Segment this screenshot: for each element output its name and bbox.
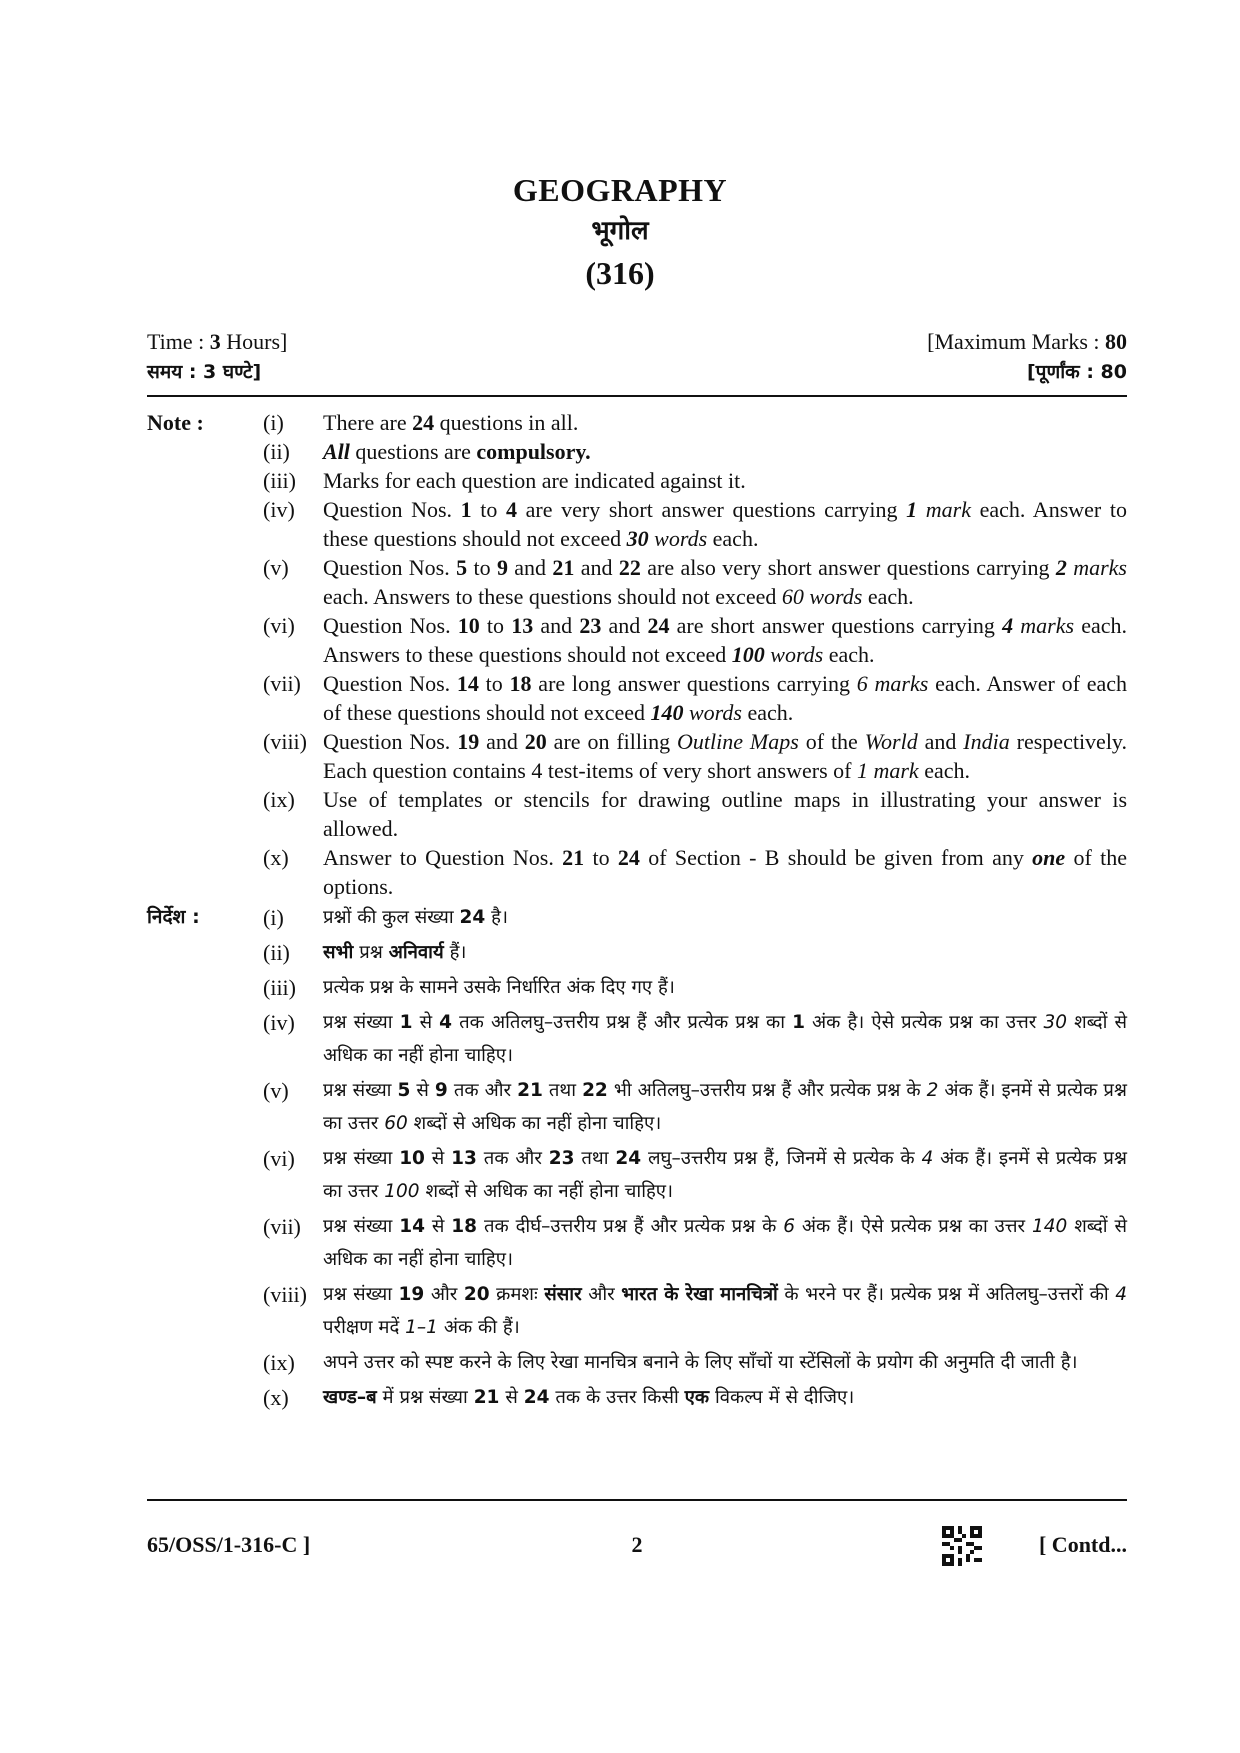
note-en-item	[263, 466, 1127, 495]
note-hi-item-text: प्रश्न संख्या 19 और 20 क्रमशः संसार और भारत के रेखा मानचित्रों के भरने पर हैं। प्रत्येक प्रश्न में अतिलघु–उत्तरों की 4 परीक्षण मदें 1–1 अंक की हैं।	[323, 1284, 1127, 1338]
time-label: Time :	[147, 329, 210, 354]
note-hi-item-number: (vi)	[263, 1146, 295, 1171]
note-en-item-number: (v)	[263, 555, 289, 580]
note-label-hindi: निर्देश :	[147, 906, 200, 928]
note-en-item	[263, 408, 1127, 437]
note-en-item	[263, 553, 1127, 611]
marks-hindi: [पूर्णांक : 80	[1027, 361, 1127, 383]
note-en-item-number: (x)	[263, 845, 289, 870]
note-hi-item-number: (iv)	[263, 1010, 295, 1035]
note-en-item-number: (i)	[263, 410, 284, 435]
time-hindi: समय : 3 घण्टे]	[147, 361, 262, 383]
subject-title-english: GEOGRAPHY	[512, 172, 728, 208]
note-en-item	[263, 437, 1127, 466]
qr-code-icon	[942, 1526, 982, 1566]
note-en-item-text: Marks for each question are indicated against it.	[323, 468, 746, 493]
note-en-item-text: All questions are compulsory.	[323, 439, 591, 464]
continued-label: [ Contd...	[1038, 1532, 1127, 1557]
note-en-item	[263, 785, 1127, 843]
time-english	[147, 326, 287, 357]
note-hi-item	[263, 1381, 1127, 1414]
note-en-item-number: (ii)	[263, 439, 290, 464]
note-en-item-text: Question Nos. 19 and 20 are on filling Outline Maps of the World and India respectively. Each question contains 4 test-items of very short answers of 1 mark each.	[323, 729, 1128, 783]
marks-value: 80	[1105, 329, 1127, 354]
note-hi-item-number: (x)	[263, 1385, 289, 1410]
meta-row-english	[147, 326, 1127, 357]
note-hi-item-text: खण्ड–ब में प्रश्न संख्या 21 से 24 तक के उत्तर किसी एक विकल्प में से दीजिए।	[323, 1387, 855, 1408]
instructions	[147, 408, 1127, 1416]
note-hi-item-number: (ix)	[263, 1350, 295, 1375]
note-en-item-text: Question Nos. 14 to 18 are long answer questions carrying 6 marks each. Answer of each of these questions should not exceed 140 words each.	[323, 671, 1127, 725]
note-en-item-number: (vi)	[263, 613, 295, 638]
note-en-item	[263, 611, 1127, 669]
note-hi-item-text: प्रश्न संख्या 5 से 9 तक और 21 तथा 22 भी अतिलघु–उत्तरीय प्रश्न हैं और प्रत्येक प्रश्न के 2 अंक हैं। इनमें से प्रत्येक प्रश्न का उत्तर 60 शब्दों से अधिक का नहीं होना चाहिए।	[323, 1080, 1127, 1134]
time-unit: Hours]	[220, 329, 288, 354]
note-hindi	[147, 901, 1127, 1416]
note-en-item-number: (viii)	[263, 729, 307, 754]
note-en-item-text: There are 24 questions in all.	[323, 410, 579, 435]
note-list-hindi	[263, 901, 1127, 1416]
note-en-item-text: Use of templates or stencils for drawing outline maps in illustrating your answer is allowed.	[323, 787, 1127, 841]
exam-meta	[147, 326, 1127, 388]
note-en-item	[263, 495, 1127, 553]
note-english	[147, 408, 1127, 901]
header-divider	[147, 395, 1127, 397]
note-label-english: Note :	[147, 410, 204, 435]
note-hi-item-text: प्रश्न संख्या 1 से 4 तक अतिलघु–उत्तरीय प्रश्न हैं और प्रत्येक प्रश्न का 1 अंक है। ऐसे प्रत्येक प्रश्न का उत्तर 30 शब्दों से अधिक का नहीं होना चाहिए।	[323, 1012, 1128, 1066]
note-en-item-text: Answer to Question Nos. 21 to 24 of Section - B should be given from any one of the options.	[323, 845, 1127, 899]
note-hi-item	[263, 1278, 1127, 1344]
note-hi-item-number: (viii)	[263, 1282, 307, 1307]
page-number: 2	[631, 1532, 643, 1557]
note-en-item-text: Question Nos. 1 to 4 are very short answer questions carrying 1 mark each. Answer to these questions should not exceed 30 words each.	[323, 497, 1127, 551]
note-hi-item	[263, 936, 1127, 969]
subject-code: (316)	[585, 255, 655, 291]
note-en-item	[263, 727, 1127, 785]
note-hi-item-text: प्रत्येक प्रश्न के सामने उसके निर्धारित अंक दिए गए हैं।	[323, 977, 675, 998]
note-hi-item-text: प्रश्न संख्या 14 से 18 तक दीर्घ–उत्तरीय प्रश्न हैं और प्रत्येक प्रश्न के 6 अंक हैं। ऐसे प्रत्येक प्रश्न का उत्तर 140 शब्दों से अधिक का नहीं होना चाहिए।	[323, 1216, 1127, 1270]
note-hi-item-number: (ii)	[263, 940, 290, 965]
paper-code: 65/OSS/1-316-C ]	[147, 1532, 311, 1557]
note-hi-item-number: (i)	[263, 905, 284, 930]
note-hi-item	[263, 901, 1127, 934]
note-en-item-text: Question Nos. 5 to 9 and 21 and 22 are also very short answer questions carrying 2 marks each. Answers to these questions should not exceed 60 words each.	[323, 555, 1127, 609]
note-hi-item	[263, 1210, 1127, 1276]
footer-divider	[147, 1499, 1127, 1501]
note-en-item	[263, 843, 1127, 901]
note-en-item-number: (iv)	[263, 497, 295, 522]
note-en-item-text: Question Nos. 10 to 13 and 23 and 24 are short answer questions carrying 4 marks each. Answers to these questions should not exceed 100 words each.	[323, 613, 1128, 667]
note-hi-item-number: (iii)	[263, 975, 296, 1000]
meta-row-hindi	[147, 357, 1127, 388]
note-list-english	[263, 408, 1127, 901]
note-hi-item-number: (vii)	[263, 1214, 301, 1239]
note-hi-item-number: (v)	[263, 1078, 289, 1103]
note-en-item-number: (ix)	[263, 787, 295, 812]
note-hi-item	[263, 1346, 1127, 1379]
subject-title-hindi: भूगोल	[591, 216, 649, 246]
title-block	[0, 170, 1240, 294]
note-hi-item	[263, 1006, 1127, 1072]
marks-label: [Maximum Marks :	[927, 329, 1105, 354]
note-en-item	[263, 669, 1127, 727]
note-hi-item-text: सभी प्रश्न अनिवार्य हैं।	[323, 942, 467, 963]
note-hi-item	[263, 971, 1127, 1004]
time-value: 3	[209, 329, 221, 354]
note-hi-item	[263, 1074, 1127, 1140]
note-hi-item-text: प्रश्न संख्या 10 से 13 तक और 23 तथा 24 लघु–उत्तरीय प्रश्न हैं, जिनमें से प्रत्येक के 4 अंक हैं। इनमें से प्रत्येक प्रश्न का उत्तर 100 शब्दों से अधिक का नहीं होना चाहिए।	[323, 1148, 1127, 1202]
note-en-item-number: (vii)	[263, 671, 301, 696]
note-hi-item-text: अपने उत्तर को स्पष्ट करने के लिए रेखा मानचित्र बनाने के लिए साँचों या स्टेंसिलों के प्रयोग की अनुमति दी जाती है।	[323, 1352, 1078, 1373]
note-en-item-number: (iii)	[263, 468, 296, 493]
note-hi-item-text: प्रश्नों की कुल संख्या 24 है।	[323, 907, 508, 928]
note-hi-item	[263, 1142, 1127, 1208]
marks-english	[927, 326, 1127, 357]
